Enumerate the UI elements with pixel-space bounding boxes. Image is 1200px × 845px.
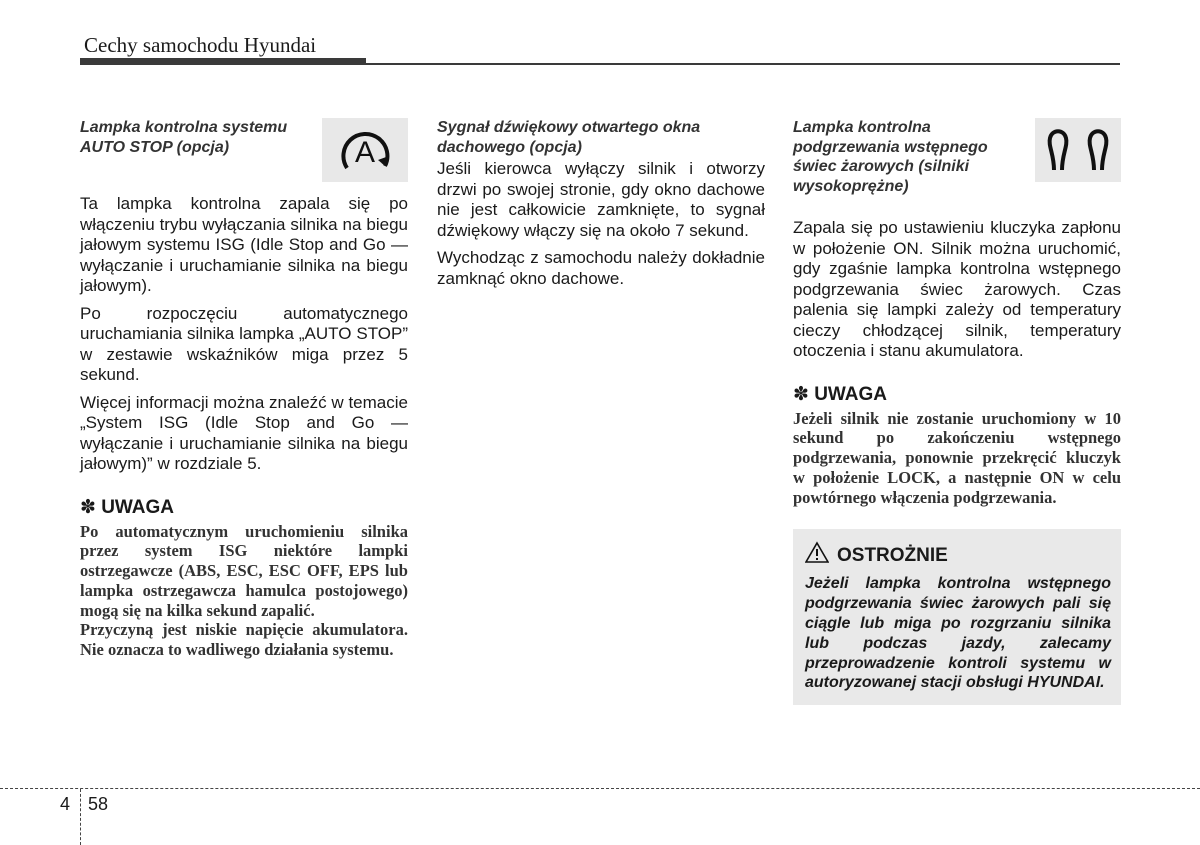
auto-stop-paragraph-2: Po rozpoczęciu automatycznego uruchamiania silnika lampka „AUTO STOP” w zestawie wskaźników miga przez 5 sekund.	[80, 303, 408, 384]
glow-plug-icon	[1035, 118, 1121, 182]
caution-heading: OSTROŻNIE	[837, 544, 948, 566]
auto-stop-title: Lampka kontrolna systemu AUTO STOP (opcja)	[80, 119, 288, 156]
page-number: 58	[88, 794, 109, 814]
note-heading-2: ✽ UWAGA	[793, 383, 888, 405]
column-sunroof	[437, 118, 765, 296]
footer-dashed-divider	[80, 789, 81, 845]
header-rule-thin	[366, 63, 1120, 65]
column-glow-plug	[793, 118, 1121, 705]
auto-stop-paragraph-1: Ta lampka kontrolna zapala się po włączeniu trybu wyłączania silnika na biegu jałowym systemu ISG (Idle Stop and Go — wyłączanie i uruchamianie silnika na biegu jałowym).	[80, 194, 408, 295]
sunroof-title: Sygnał dźwiękowy otwartego okna dachowego (opcja)	[437, 119, 701, 156]
footer-dashed-rule	[0, 788, 1200, 789]
sunroof-paragraph-1: Jeśli kierowca wyłączy silnik i otworzy drzwi po swojej stronie, gdy okno dachowe nie jest całkowicie zamknięte, to sygnał dźwiękowy włączy się na około 7 sekund.	[437, 159, 765, 240]
glow-plug-paragraph-1: Zapala się po ustawieniu kluczyka zapłonu w położenie ON. Silnik można uruchomić, gdy zgaśnie lampka kontrolna wstępnego podgrzewania świec żarowych. Czas palenia się lampki zależy od temperatury cieczy chłodzącej silnik, temperatury otoczenia i stanu akumulatora.	[793, 218, 1121, 360]
glow-plug-title: Lampka kontrolna podgrzewania wstępnego świec żarowych (silniki wysokoprężne)	[793, 119, 988, 195]
note-heading: ✽ UWAGA	[80, 496, 175, 518]
note-paragraph-1: Po automatycznym uruchomieniu silnika przez system ISG niektóre lampki ostrzegawcze (ABS, ESC, ESC OFF, EPS lub lampka ostrzegawcza hamulca postojowego) mogą się na kilka sekund zapalić.	[80, 521, 408, 620]
caution-header	[805, 541, 1111, 570]
header-rule-thick	[80, 58, 366, 65]
auto-stop-header	[80, 118, 408, 194]
auto-stop-icon	[322, 118, 408, 182]
note-paragraph-2: Przyczyną jest niskie napięcie akumulatora. Nie oznacza to wadliwego działania systemu.	[80, 620, 408, 660]
auto-stop-paragraph-3: Więcej informacji można znaleźć w temacie „System ISG (Idle Stop and Go — wyłączanie i uruchamianie silnika na biegu jałowym)” w rozdziale 5.	[80, 392, 408, 473]
caution-text: Jeżeli lampka kontrolna wstępnego podgrzewania świec żarowych pali się ciągle lub miga po rozgrzaniu silnika lub podczas jazdy, zalecamy przeprowadzenie kontroli systemu w autoryzowanej stacji obsługi HYUNDAI.	[805, 575, 1111, 692]
warning-triangle-icon	[805, 541, 829, 570]
section-number: 4	[60, 794, 71, 814]
glow-plug-header	[793, 118, 1121, 218]
svg-text:A: A	[354, 136, 376, 169]
column-auto-stop	[80, 118, 408, 660]
note-paragraph-3: Jeżeli silnik nie zostanie uruchomiony w 10 sekund po zakończeniu wstępnego podgrzewania, ponownie przekręcić kluczyk w położenie LOCK, a następnie ON w celu powtórnego włączenia podgrzewania.	[793, 408, 1121, 507]
caution-box	[793, 529, 1121, 705]
sunroof-paragraph-2: Wychodząc z samochodu należy dokładnie zamknąć okno dachowe.	[437, 248, 765, 288]
page-header-title: Cechy samochodu Hyundai	[84, 33, 317, 57]
